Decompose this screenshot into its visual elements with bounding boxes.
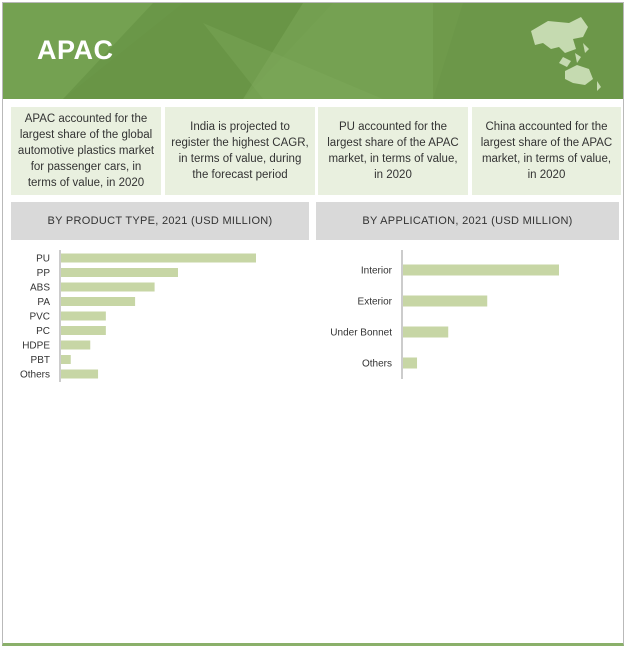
category-label: Exterior <box>357 296 392 308</box>
category-label: Under Bonnet <box>330 327 392 339</box>
product-type-chart-svg <box>3 249 313 389</box>
category-label: Others <box>361 358 392 370</box>
bar-others <box>61 370 98 379</box>
product-type-chart <box>3 249 313 389</box>
category-label: PP <box>36 268 50 279</box>
bar-pp <box>61 268 178 277</box>
header-banner <box>3 3 623 99</box>
category-label: PBT <box>30 355 50 366</box>
category-label: Interior <box>360 265 392 277</box>
page-title: APAC <box>37 35 114 65</box>
insight-card-4: China accounted for the largest share of the APAC market, in terms of value, in 2020 <box>472 107 621 195</box>
category-label: HDPE <box>22 340 50 352</box>
bar-pu <box>61 254 256 263</box>
category-label: PU <box>36 253 50 265</box>
bar-pbt <box>61 355 71 364</box>
insight-card-1: APAC accounted for the largest share of the global automotive plastics market for passenger cars, in terms of value, in 2020 <box>11 107 161 195</box>
infographic-frame <box>2 2 624 646</box>
bar-pc <box>61 326 106 335</box>
product-type-header: BY PRODUCT TYPE, 2021 (USD MILLION) <box>11 202 309 240</box>
bar-pvc <box>61 312 106 321</box>
bar-abs <box>61 283 155 292</box>
bar-exterior <box>403 296 487 307</box>
application-header: BY APPLICATION, 2021 (USD MILLION) <box>316 202 619 240</box>
bar-under-bonnet <box>403 327 448 338</box>
category-label: PVC <box>29 311 50 323</box>
bar-interior <box>403 265 559 276</box>
bar-others <box>403 358 417 369</box>
category-label: PC <box>36 326 50 337</box>
category-label: PA <box>37 297 50 308</box>
bar-pa <box>61 297 135 306</box>
category-label: Others <box>19 369 50 381</box>
insight-cards <box>11 107 621 195</box>
application-chart <box>313 249 623 389</box>
insight-card-2: India is projected to register the highest CAGR, in terms of value, during the forecast period <box>165 107 315 195</box>
insight-card-3: PU accounted for the largest share of the APAC market, in terms of value, in 2020 <box>318 107 468 195</box>
application-chart-svg <box>313 249 623 389</box>
category-label: ABS <box>29 282 50 294</box>
bar-hdpe <box>61 341 90 350</box>
